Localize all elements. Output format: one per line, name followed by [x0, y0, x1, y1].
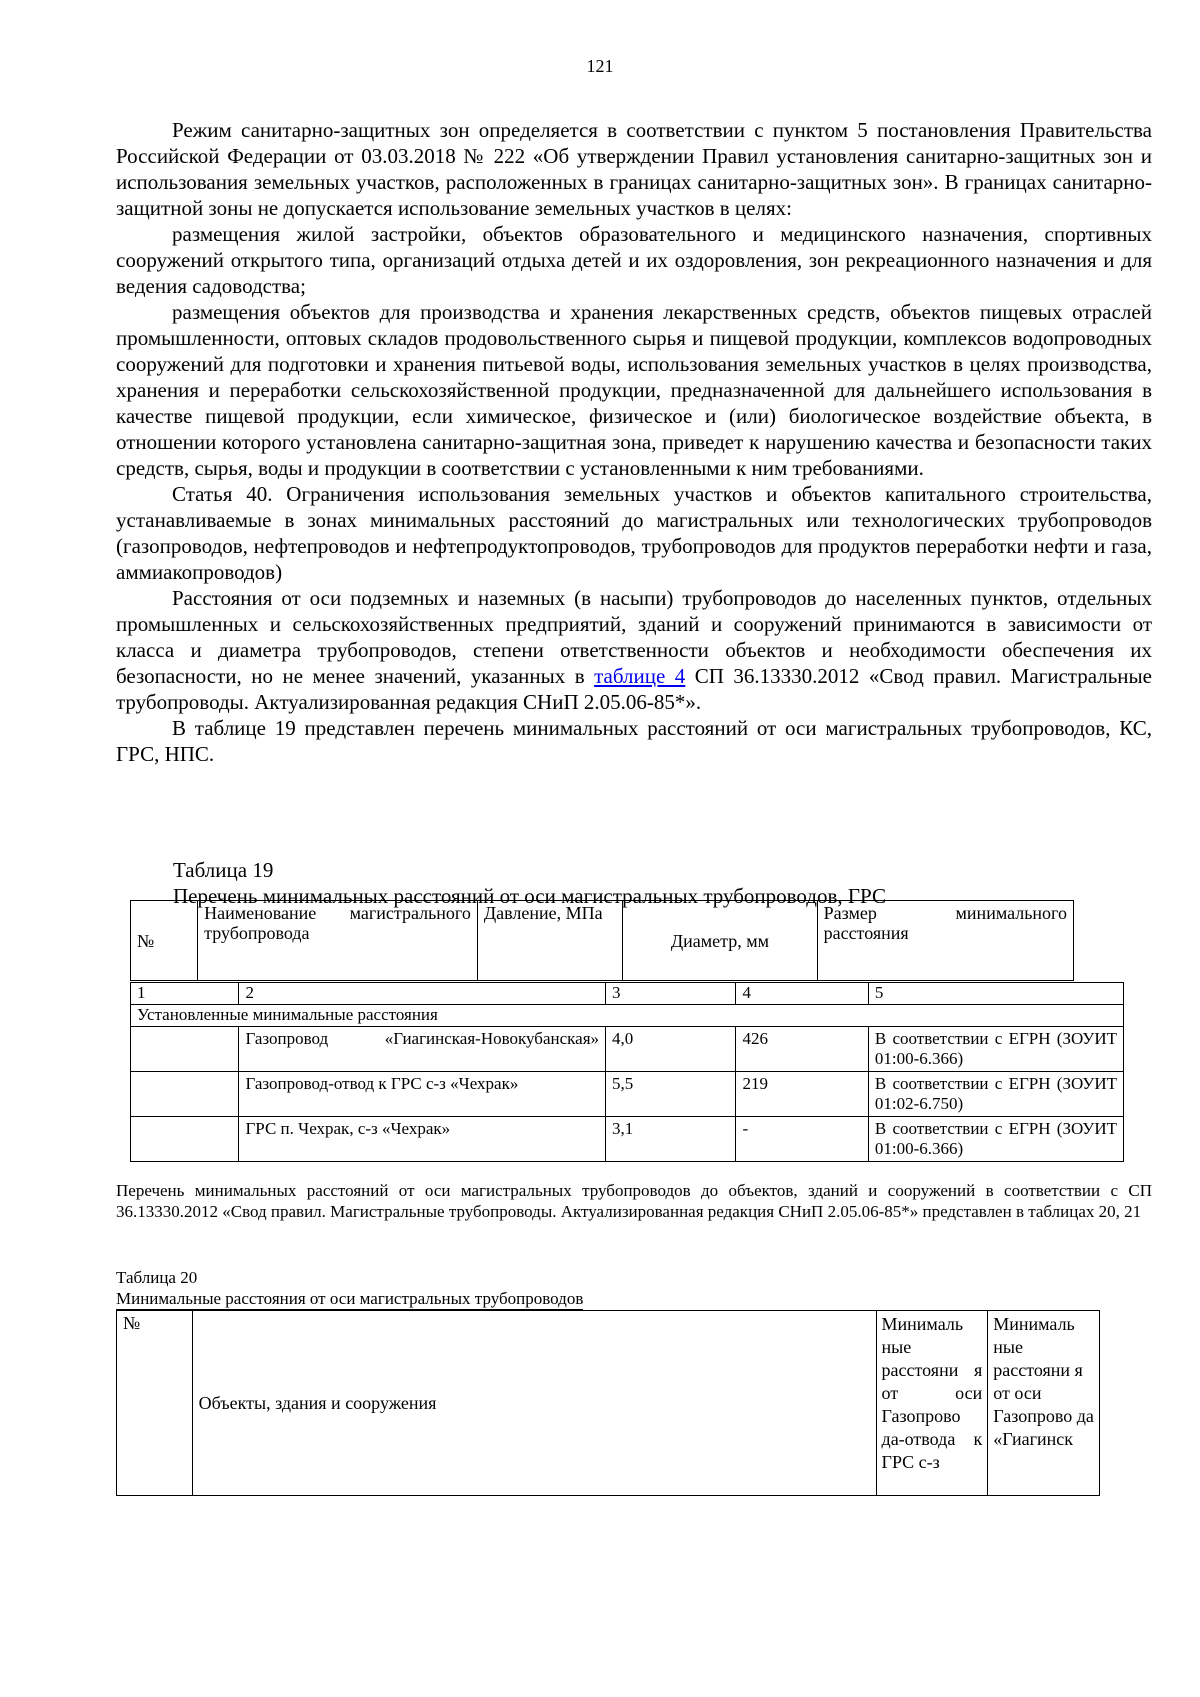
- page-number: 121: [586, 56, 614, 76]
- pressure: 4,0: [606, 1027, 736, 1072]
- diameter: -: [736, 1117, 868, 1162]
- header-number: №: [131, 901, 198, 981]
- row-number-cell: [131, 1027, 239, 1072]
- table-row: [131, 1117, 1124, 1162]
- paragraph-distances: Расстояния от оси подземных и наземных (в насыпи) трубопроводов до населенных пунктов, отдельных промышленных и сельскохозяйственных предприятий, зданий и сооружений принимаются в зависимости от класса и диаметра трубопроводов, степени ответственности объектов и необходимости обеспечения их безопасности, но не менее значений, указанных в таблице 4 СП 36.13330.2012 «Свод правил. Магистральные трубопроводы. Актуализированная редакция СНиП 2.05.06-85*».: [116, 586, 1152, 714]
- row-number-cell: [131, 1072, 239, 1117]
- table-row: [131, 1027, 1124, 1072]
- pressure: 5,5: [606, 1072, 736, 1117]
- header-pressure: Давление, МПа: [477, 901, 622, 981]
- col-number-5: 5: [868, 983, 1123, 1005]
- paragraph-article-40: Статья 40. Ограничения использования земельных участков и объектов капитального строительства, устанавливаемые в зонах минимальных расстояний до магистральных или технологических трубопроводов (газопроводов, нефтепроводов и нефтепродуктопроводов, трубопроводов для продуктов переработки нефти и газа, аммиакопроводов): [116, 482, 1152, 584]
- paragraph-production: размещения объектов для производства и хранения лекарственных средств, объектов пищевых отраслей промышленности, оптовых складов продовольственного сырья и пищевой продукции, комплексов водопроводных сооружений для подготовки и хранения питьевой воды, использования земельных участков в целях производства, хранения и переработки сельскохозяйственной продукции, предназначенной для дальнейшего использования в качестве пищевой продукции, если химическое, физическое и (или) биологическое воздействие объекта, в отношении которого установлена санитарно-защитная зона, приведет к нарушению качества и безопасности таких средств, сырья, воды и продукции в соответствии с установленными к ним требованиями.: [116, 300, 1152, 480]
- min-distance: В соответствии с ЕГРН (ЗОУИТ 01:00-6.366): [868, 1027, 1123, 1072]
- header-pipeline-name: Наименование магистрального трубопровода: [198, 901, 478, 981]
- diameter: 219: [736, 1072, 868, 1117]
- header-number: №: [117, 1311, 193, 1496]
- row-number-cell: [131, 1117, 239, 1162]
- table20: [116, 1310, 1100, 1496]
- pipeline-name: ГРС п. Чехрак, с-з «Чехрак»: [239, 1117, 606, 1162]
- col-number-3: 3: [606, 983, 736, 1005]
- table20-label: Таблица 20: [116, 1268, 198, 1287]
- header-diameter: Диаметр, мм: [623, 901, 817, 981]
- pipeline-name: Газопровод «Гиагинская-Новокубанская»: [239, 1027, 606, 1072]
- col-number-1: 1: [131, 983, 239, 1005]
- diameter: 426: [736, 1027, 868, 1072]
- table19-label: Таблица 19: [173, 858, 274, 882]
- header-objects: Объекты, здания и сооружения: [192, 1311, 876, 1496]
- header-distance-branch: Минималь ные расстояни я от оси Газопрово да-отвода к ГРС с-з: [876, 1311, 988, 1496]
- col-number-4: 4: [736, 983, 868, 1005]
- pipeline-name: Газопровод-отвод к ГРС с-з «Чехрак»: [239, 1072, 606, 1117]
- section-established-distances: Установленные минимальные расстояния: [131, 1005, 1124, 1027]
- table19-body: [130, 982, 1124, 1162]
- col-number-2: 2: [239, 983, 606, 1005]
- table19-title: Перечень минимальных расстояний от оси магистральных трубопроводов, ГРС: [173, 884, 886, 908]
- table20-title: Минимальные расстояния от оси магистральных трубопроводов: [116, 1289, 584, 1308]
- table19-header: [130, 900, 1074, 981]
- table-4-link[interactable]: таблице 4: [594, 664, 686, 688]
- header-min-distance: Размер минимального расстояния: [817, 901, 1073, 981]
- header-distance-main: Минималь ные расстояни я от оси Газопрово да «Гиагинск: [988, 1311, 1100, 1496]
- pressure: 3,1: [606, 1117, 736, 1162]
- body-text: [116, 117, 1152, 767]
- table-row: [131, 1072, 1124, 1117]
- min-distance: В соответствии с ЕГРН (ЗОУИТ 01:02-6.750): [868, 1072, 1123, 1117]
- paragraph-table19-intro: В таблице 19 представлен перечень минимальных расстояний от оси магистральных трубопроводов, КС, ГРС, НПС.: [116, 716, 1152, 766]
- min-distance: В соответствии с ЕГРН (ЗОУИТ 01:00-6.366): [868, 1117, 1123, 1162]
- paragraph-sanitary-regime: Режим санитарно-защитных зон определяется в соответствии с пунктом 5 постановления Правительства Российской Федерации от 03.03.2018 № 222 «Об утверждении Правил установления санитарно-защитных зон и использования земельных участков, расположенных в границах санитарно-защитных зон». В границах санитарно-защитной зоны не допускается использование земельных участков в целях:: [116, 118, 1152, 220]
- tables-20-21-note: Перечень минимальных расстояний от оси магистральных трубопроводов до объектов, зданий и сооружений в соответствии с СП 36.13330.2012 «Свод правил. Магистральные трубопроводы. Актуализированная редакция СНиП 2.05.06-85*» представлен в таблицах 20, 21: [116, 1181, 1152, 1221]
- paragraph-residential: размещения жилой застройки, объектов образовательного и медицинского назначения, спортивных сооружений открытого типа, организаций отдыха детей и их оздоровления, зон рекреационного назначения и для ведения садоводства;: [116, 222, 1152, 298]
